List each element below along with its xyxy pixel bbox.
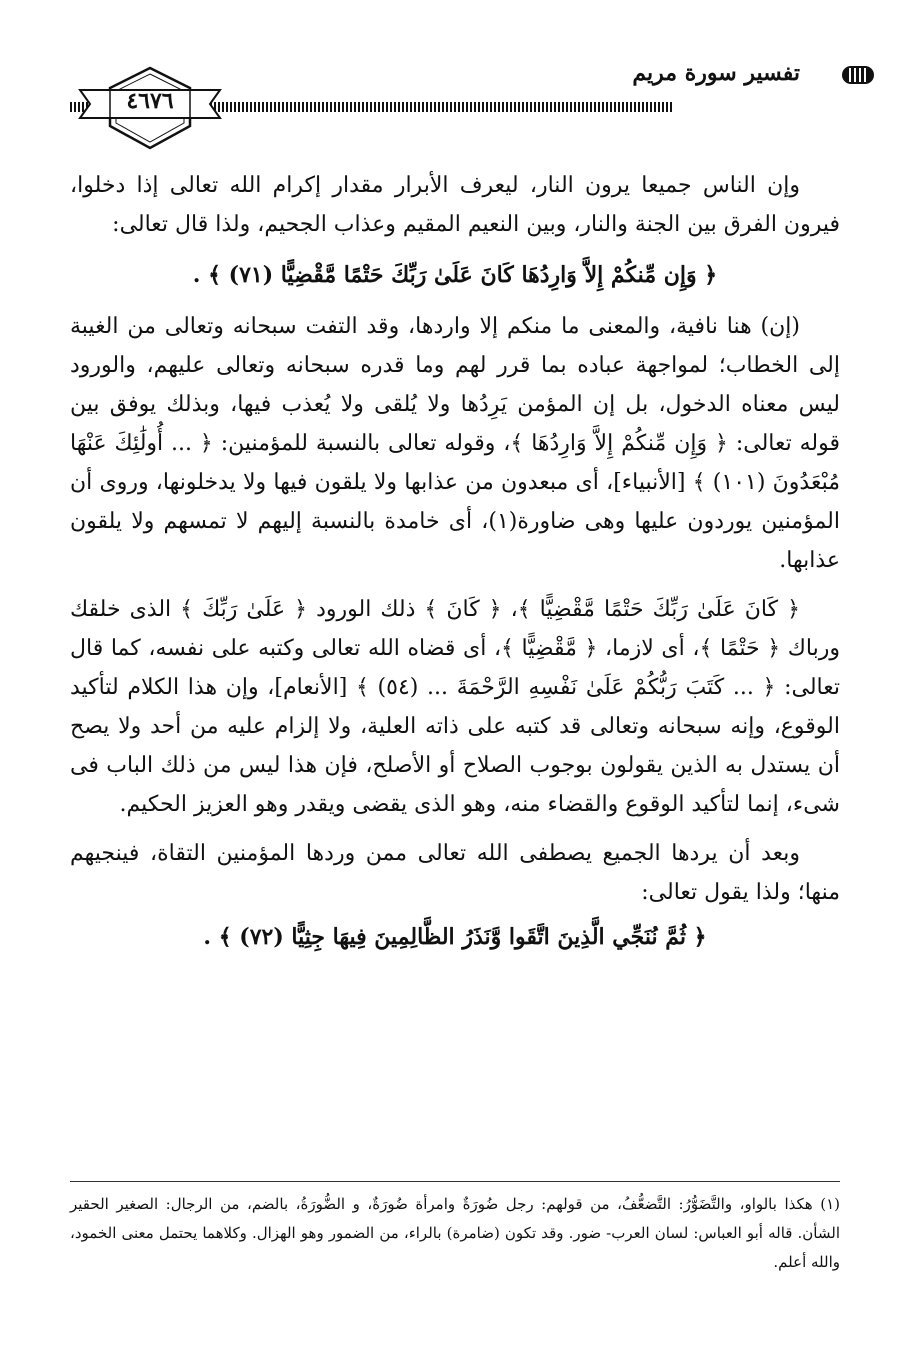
paragraph: (إن) هنا نافية، والمعنى ما منكم إلا واردها، وقد التفت سبحانه وتعالى من الغيبة إلى الخطاب؛ لمواجهة عباده بما قرر لهم وما قدره سبحانه وتعالى عليهم، والورود ليس معناه الدخول، بل إن المؤمن يَرِدُها ولا يُلقى ولا يُعذب فيها، وبذلك يوفق بين قوله تعالى: ﴿ وَإِن مِّنكُمْ إِلاَّ وَارِدُهَا ﴾، وقوله تعالى بالنسبة للمؤمنين: ﴿ ... أُولَٰئِكَ عَنْهَا مُبْعَدُونَ (١٠١) ﴾ [الأنبياء]، أى مبعدون من عذابها ولا يلقون فيها ولا يدخلونها، وروى أن المؤمنين يوردون عليها وهى ضاورة(١)، أى خامدة بالنسبة إليهم لا تمسهم ولا يلقون عذابها. (70, 314, 840, 573)
footnote: (١) هكذا بالواو، والتَّضَوُّرُ: التَّضعُّفُ، من قولهم: رجل ضُورَةٌ وامرأة ضُورَةٌ، و الضُّورَةُ، بالضم، من الرجال: الصغير الحقير الشأن. قاله أبو العباس: لسان العرب- ضور. وقد تكون (ضامرة) بالراء، من الضمور وهو الهزال. وكلاهما يحتمل معنى الخمود، والله أعلم. (70, 1195, 840, 1271)
page-number: ٤٦٧٦ (126, 88, 174, 114)
page-number-badge (70, 64, 230, 152)
running-title: تفسير سورة مريم (632, 60, 800, 86)
quran-verse: ﴿ وَإِن مِّنكُمْ إِلاَّ وَارِدُهَا كَانَ عَلَىٰ رَبِّكَ حَتْمًا مَّقْضِيًّا (٧١) ﴾ . (192, 262, 718, 288)
paragraph: وإن الناس جميعا يرون النار، ليعرف الأبرار مقدار إكرام الله تعالى إذا دخلوا، فيرون الفرق بين الجنة والنار، وبين النعيم المقيم وعذاب الجحيم، ولذا قال تعالى: (70, 173, 840, 237)
ornament-icon (838, 60, 878, 90)
quran-verse: ﴿ ثُمَّ نُنَجِّي الَّذِينَ اتَّقَوا وَّنَذَرُ الظَّالِمِينَ فِيهَا جِثِيًّا (٧٢) ﴾ . (203, 924, 707, 950)
footnote-rule (70, 1181, 840, 1182)
page-header (70, 58, 840, 148)
page-body (70, 166, 840, 957)
paragraph: ﴿ كَانَ عَلَىٰ رَبِّكَ حَتْمًا مَّقْضِيًّا ﴾، ﴿ كَانَ ﴾ ذلك الورود ﴿ عَلَىٰ رَبِّكَ ﴾ الذى خلقك ورباك ﴿ حَتْمًا ﴾، أى لازما، ﴿ مَّقْضِيًّا ﴾، أى قضاه الله تعالى وكتبه على نفسه، كما قال تعالى: ﴿ ... كَتَبَ رَبُّكُمْ عَلَىٰ نَفْسِهِ الرَّحْمَةَ ... (٥٤) ﴾ [الأنعام]، وإن هذا الكلام لتأكيد الوقوع، وإنه سبحانه وتعالى قد كتبه على ذاته العلية، ولا إلزام عليه من أحد ولا يصح أن يستدل به الذين يقولون بوجوب الصلاح أو الأصلح، فإن هذا ليس من ذلك الباب فى شىء، إنما لتأكيد الوقوع والقضاء منه، وهو الذى يقضى ويقدر وهو العزيز الحكيم. (70, 597, 840, 817)
paragraph: وبعد أن يردها الجميع يصطفى الله تعالى ممن وردها المؤمنين التقاة، فينجيهم منها؛ ولذا يقول تعالى: (70, 841, 840, 905)
